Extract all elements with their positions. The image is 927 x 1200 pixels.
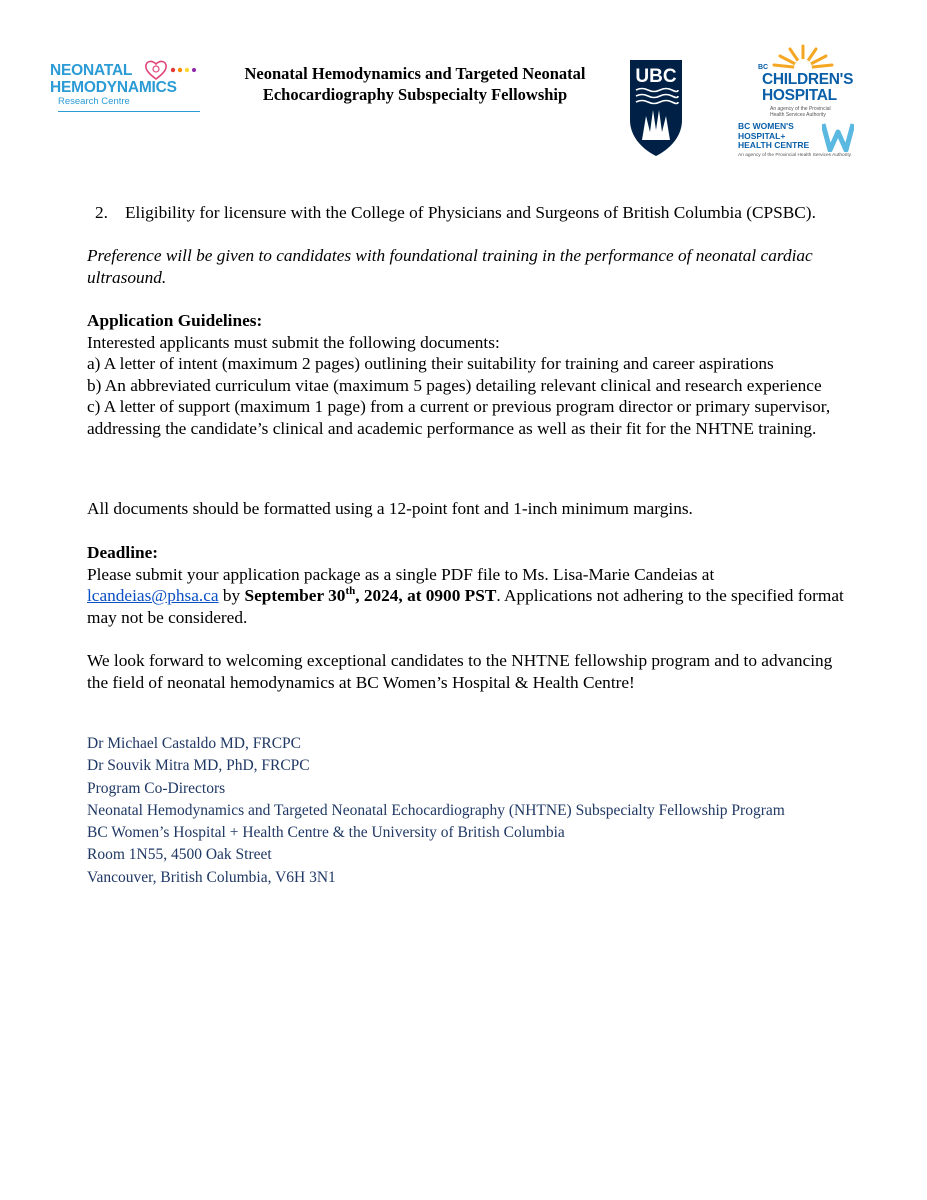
deadline-date <box>244 586 496 605</box>
nhrc-logo <box>50 62 200 124</box>
logo-line1: NEONATAL <box>50 62 133 79</box>
bcch-logo <box>752 42 852 122</box>
bcch-line2: HOSPITAL <box>762 87 837 104</box>
w-logo-icon <box>822 122 854 152</box>
deadline-section <box>87 542 847 628</box>
preference-note: Preference will be given to candidates with foundational training in the performance of neonatal cardiac ultrasound. <box>87 246 813 287</box>
bcch-name <box>762 72 853 104</box>
deadline-by: by <box>218 586 245 605</box>
bcwh-line3: HEALTH CENTRE <box>738 140 810 150</box>
bcch-bc: BC <box>758 64 769 71</box>
signature-line3: Program Co-Directors <box>87 779 226 797</box>
sun-icon <box>768 42 838 70</box>
deadline-text-after: . Applications not adhering to the specified format may not be considered. <box>87 586 844 627</box>
bcwh-line2: HOSPITAL+ <box>738 130 786 141</box>
header-title-line1: Neonatal Hemodynamics and Targeted Neonatal <box>244 64 586 83</box>
deadline-date-post: , 2024, at 0900 PST <box>355 586 497 605</box>
logo-underline <box>58 111 200 112</box>
deadline-date-sup: th <box>345 585 356 598</box>
color-dots-icon <box>170 66 196 74</box>
formatting-note: All documents should be formatted using a 12-point font and 1-inch minimum margins. <box>87 499 693 518</box>
eligibility-text: Eligibility for licensure with the College of Physicians and Surgeons of British Columbia (CPSBC). <box>125 203 816 222</box>
bcwh-line1: BC WOMEN'S <box>738 121 794 131</box>
guideline-item-a: a) A letter of intent (maximum 2 pages) outlining their suitability for training and career aspirations <box>87 354 774 373</box>
bcwh-name <box>738 122 809 151</box>
signature-line7: Vancouver, British Columbia, V6H 3N1 <box>87 868 336 886</box>
deadline-heading: Deadline: <box>87 543 159 562</box>
header-title-line2: Echocardiography Subspecialty Fellowship <box>262 85 568 104</box>
signature-line4: Neonatal Hemodynamics and Targeted Neonatal Echocardiography (NHTNE) Subspecialty Fellowship Program <box>87 801 785 819</box>
bcch-line1: CHILDREN'S <box>762 71 854 88</box>
deadline-text <box>87 564 847 629</box>
deadline-date-pre: September 30 <box>244 586 346 605</box>
guidelines-intro: Interested applicants must submit the following documents: <box>87 332 500 352</box>
ubc-logo-text: UBC <box>635 66 677 87</box>
header-title <box>210 63 620 105</box>
email-link[interactable]: lcandeias@phsa.ca <box>87 586 219 605</box>
signature-line5: BC Women’s Hospital + Health Centre & the University of British Columbia <box>87 824 565 842</box>
guideline-item-c: c) A letter of support (maximum 1 page) from a current or previous program director or primary supervisor, addressing the candidate’s clinical and academic performance as well as their fit for the NHTNE training. <box>87 397 831 438</box>
signature-line6: Room 1N55, 4500 Oak Street <box>87 846 272 864</box>
guideline-item-b: b) An abbreviated curriculum vitae (maximum 5 pages) detailing relevant clinical and research experience <box>87 375 822 395</box>
logo-line3: Research Centre <box>58 96 130 107</box>
logo-line2: HEMODYNAMICS <box>50 79 177 96</box>
bcwh-logo <box>738 122 868 162</box>
bcwh-agency: An agency of the Provincial Health Services Authority <box>738 153 852 158</box>
heart-icon <box>144 59 168 81</box>
bcch-agency: An agency of the Provincial Health Services Authority <box>770 106 831 118</box>
closing-paragraph: We look forward to welcoming exceptional candidates to the NHTNE fellowship program and to advancing the field of neonatal hemodynamics at BC Women’s Hospital & Health Centre! <box>87 651 833 692</box>
signature-line1: Dr Michael Castaldo MD, FRCPC <box>87 735 301 752</box>
signature-block <box>87 733 887 889</box>
deadline-text-before: Please submit your application package as a single PDF file to Ms. Lisa-Marie Candeias at <box>87 564 715 584</box>
guidelines-heading: Application Guidelines: <box>87 311 263 330</box>
ubc-logo <box>628 58 684 158</box>
list-number: 2. <box>95 203 108 222</box>
signature-line2: Dr Souvik Mitra MD, PhD, FRCPC <box>87 757 310 775</box>
application-guidelines <box>87 310 847 439</box>
